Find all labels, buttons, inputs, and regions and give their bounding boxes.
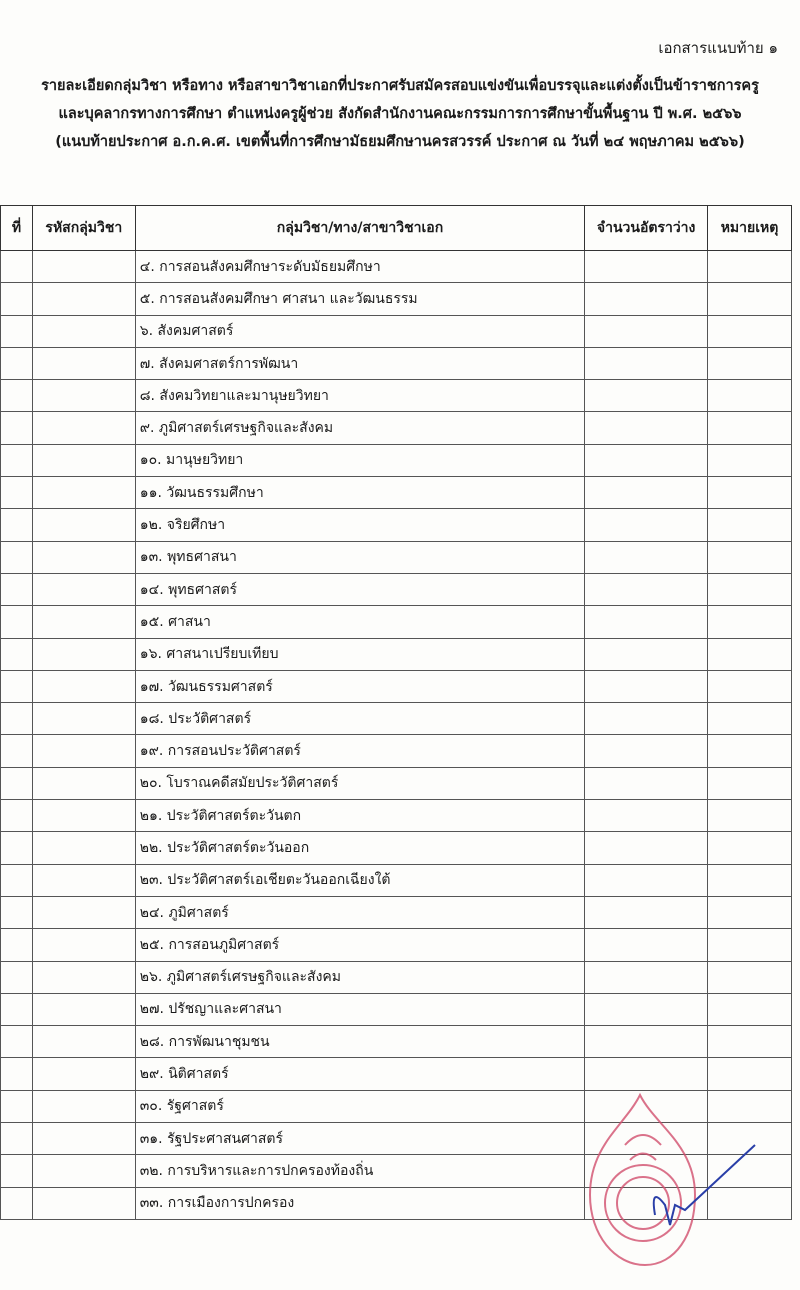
table-row: [1, 735, 792, 767]
table-row: [1, 315, 792, 347]
table-row: [1, 251, 792, 283]
cell-vacancies: [585, 347, 708, 379]
table-row: [1, 541, 792, 573]
cell-no: [1, 1187, 33, 1219]
cell-no: [1, 573, 33, 605]
cell-vacancies: [585, 477, 708, 509]
cell-remarks: [708, 315, 792, 347]
cell-subject: ๓๑. รัฐประศาสนศาสตร์: [135, 1123, 585, 1155]
cell-subject: ๘. สังคมวิทยาและมานุษยวิทยา: [135, 380, 585, 412]
cell-vacancies: [585, 606, 708, 638]
cell-no: [1, 606, 33, 638]
cell-remarks: [708, 961, 792, 993]
cell-no: [1, 509, 33, 541]
cell-no: [1, 735, 33, 767]
cell-vacancies: [585, 380, 708, 412]
cell-code: [32, 251, 135, 283]
cell-subject: ๑๗. วัฒนธรรมศาสตร์: [135, 670, 585, 702]
cell-subject: ๔. การสอนสังคมศึกษาระดับมัธยมศึกษา: [135, 251, 585, 283]
header-remarks: หมายเหตุ: [708, 206, 792, 251]
table-row: [1, 670, 792, 702]
cell-code: [32, 638, 135, 670]
cell-subject: ๓๐. รัฐศาสตร์: [135, 1090, 585, 1122]
cell-vacancies: [585, 896, 708, 928]
cell-no: [1, 864, 33, 896]
cell-code: [32, 864, 135, 896]
cell-code: [32, 347, 135, 379]
table-row: [1, 477, 792, 509]
cell-remarks: [708, 864, 792, 896]
cell-remarks: [708, 380, 792, 412]
cell-vacancies: [585, 315, 708, 347]
subject-table: [0, 205, 792, 1220]
cell-code: [32, 1187, 135, 1219]
cell-vacancies: [585, 703, 708, 735]
cell-vacancies: [585, 573, 708, 605]
cell-subject: ๒๕. การสอนภูมิศาสตร์: [135, 929, 585, 961]
cell-no: [1, 541, 33, 573]
cell-vacancies: [585, 283, 708, 315]
cell-code: [32, 735, 135, 767]
table-row: [1, 961, 792, 993]
cell-subject: ๑๔. พุทธศาสตร์: [135, 573, 585, 605]
cell-code: [32, 896, 135, 928]
cell-remarks: [708, 670, 792, 702]
official-seal: [555, 1085, 775, 1285]
cell-remarks: [708, 735, 792, 767]
cell-no: [1, 380, 33, 412]
cell-subject: ๑๘. ประวัติศาสตร์: [135, 703, 585, 735]
cell-subject: ๑๒. จริยศึกษา: [135, 509, 585, 541]
cell-code: [32, 380, 135, 412]
cell-vacancies: [585, 251, 708, 283]
cell-vacancies: [585, 444, 708, 476]
cell-remarks: [708, 573, 792, 605]
cell-code: [32, 832, 135, 864]
cell-code: [32, 1026, 135, 1058]
cell-code: [32, 412, 135, 444]
table-row: [1, 283, 792, 315]
cell-vacancies: [585, 670, 708, 702]
cell-code: [32, 767, 135, 799]
table-row: [1, 832, 792, 864]
signature: [654, 1145, 755, 1225]
table-row: [1, 638, 792, 670]
cell-no: [1, 1058, 33, 1090]
cell-subject: ๓๒. การบริหารและการปกครองท้องถิ่น: [135, 1155, 585, 1187]
cell-subject: ๙. ภูมิศาสตร์เศรษฐกิจและสังคม: [135, 412, 585, 444]
cell-remarks: [708, 993, 792, 1025]
cell-vacancies: [585, 1026, 708, 1058]
cell-subject: ๑๕. ศาสนา: [135, 606, 585, 638]
cell-code: [32, 1058, 135, 1090]
cell-no: [1, 929, 33, 961]
cell-vacancies: [585, 800, 708, 832]
cell-remarks: [708, 638, 792, 670]
cell-code: [32, 993, 135, 1025]
cell-remarks: [708, 283, 792, 315]
cell-no: [1, 444, 33, 476]
cell-subject: ๒๖. ภูมิศาสตร์เศรษฐกิจและสังคม: [135, 961, 585, 993]
cell-no: [1, 477, 33, 509]
cell-subject: ๖. สังคมศาสตร์: [135, 315, 585, 347]
table-row: [1, 929, 792, 961]
cell-subject: ๗. สังคมศาสตร์การพัฒนา: [135, 347, 585, 379]
cell-code: [32, 283, 135, 315]
cell-no: [1, 961, 33, 993]
table-row: [1, 1026, 792, 1058]
cell-code: [32, 477, 135, 509]
annex-label: เอกสารแนบท้าย ๑: [658, 39, 778, 57]
table-row: [1, 606, 792, 638]
table-row: [1, 767, 792, 799]
cell-subject: ๒๗. ปรัชญาและศาสนา: [135, 993, 585, 1025]
cell-vacancies: [585, 961, 708, 993]
table-row: [1, 864, 792, 896]
cell-no: [1, 315, 33, 347]
cell-subject: ๒๘. การพัฒนาชุมชน: [135, 1026, 585, 1058]
cell-vacancies: [585, 929, 708, 961]
cell-vacancies: [585, 832, 708, 864]
cell-remarks: [708, 896, 792, 928]
title-line-3: (แนบท้ายประกาศ อ.ก.ค.ศ. เขตพื้นที่การศึกษามัธยมศึกษานครสวรรค์ ประกาศ ณ วันที่ ๒๔ พฤษภาคม ๒๕๖๖): [55, 134, 745, 150]
table-row: [1, 993, 792, 1025]
cell-subject: ๒๒. ประวัติศาสตร์ตะวันออก: [135, 832, 585, 864]
cell-no: [1, 670, 33, 702]
cell-remarks: [708, 347, 792, 379]
cell-code: [32, 703, 135, 735]
cell-remarks: [708, 251, 792, 283]
cell-remarks: [708, 1026, 792, 1058]
cell-subject: ๒๓. ประวัติศาสตร์เอเชียตะวันออกเฉียงใต้: [135, 864, 585, 896]
cell-no: [1, 412, 33, 444]
cell-remarks: [708, 444, 792, 476]
table-row: [1, 347, 792, 379]
cell-subject: ๕. การสอนสังคมศึกษา ศาสนา และวัฒนธรรม: [135, 283, 585, 315]
cell-code: [32, 541, 135, 573]
cell-code: [32, 573, 135, 605]
cell-no: [1, 347, 33, 379]
cell-remarks: [708, 703, 792, 735]
header-vacancies: จำนวนอัตราว่าง: [585, 206, 708, 251]
cell-vacancies: [585, 864, 708, 896]
cell-code: [32, 1090, 135, 1122]
header-subject: กลุ่มวิชา/ทาง/สาขาวิชาเอก: [135, 206, 585, 251]
table-row: [1, 444, 792, 476]
cell-no: [1, 1155, 33, 1187]
cell-subject: ๑๓. พุทธศาสนา: [135, 541, 585, 573]
cell-code: [32, 606, 135, 638]
table-row: [1, 800, 792, 832]
document-title: [0, 72, 800, 156]
cell-no: [1, 703, 33, 735]
cell-subject: ๒๐. โบราณคดีสมัยประวัติศาสตร์: [135, 767, 585, 799]
cell-subject: ๒๔. ภูมิศาสตร์: [135, 896, 585, 928]
cell-code: [32, 961, 135, 993]
cell-no: [1, 767, 33, 799]
cell-code: [32, 670, 135, 702]
cell-no: [1, 638, 33, 670]
cell-remarks: [708, 509, 792, 541]
cell-no: [1, 1123, 33, 1155]
cell-subject: ๑๐. มานุษยวิทยา: [135, 444, 585, 476]
cell-remarks: [708, 929, 792, 961]
cell-remarks: [708, 832, 792, 864]
table-row: [1, 703, 792, 735]
cell-subject: ๑๙. การสอนประวัติศาสตร์: [135, 735, 585, 767]
cell-code: [32, 800, 135, 832]
table-row: [1, 412, 792, 444]
cell-remarks: [708, 606, 792, 638]
cell-vacancies: [585, 638, 708, 670]
cell-code: [32, 315, 135, 347]
cell-no: [1, 1026, 33, 1058]
cell-no: [1, 993, 33, 1025]
cell-subject: ๒๑. ประวัติศาสตร์ตะวันตก: [135, 800, 585, 832]
cell-no: [1, 832, 33, 864]
cell-vacancies: [585, 735, 708, 767]
cell-subject: ๑๑. วัฒนธรรมศึกษา: [135, 477, 585, 509]
title-line-2: และบุคลากรทางการศึกษา ตำแหน่งครูผู้ช่วย สังกัดสำนักงานคณะกรรมการการศึกษาขั้นพื้นฐาน ปี พ.ศ. ๒๕๖๖: [58, 106, 742, 122]
cell-remarks: [708, 767, 792, 799]
cell-vacancies: [585, 509, 708, 541]
table-row: [1, 896, 792, 928]
cell-subject: ๑๖. ศาสนาเปรียบเทียบ: [135, 638, 585, 670]
cell-remarks: [708, 541, 792, 573]
table-row: [1, 509, 792, 541]
cell-no: [1, 896, 33, 928]
cell-remarks: [708, 412, 792, 444]
table-row: [1, 573, 792, 605]
cell-code: [32, 1123, 135, 1155]
cell-code: [32, 1155, 135, 1187]
cell-vacancies: [585, 767, 708, 799]
cell-no: [1, 1090, 33, 1122]
cell-subject: ๓๓. การเมืองการปกครอง: [135, 1187, 585, 1219]
title-line-1: รายละเอียดกลุ่มวิชา หรือทาง หรือสาขาวิชาเอกที่ประกาศรับสมัครสอบแข่งขันเพื่อบรรจุและแต่งตั้งเป็นข้าราชการครู: [41, 78, 759, 94]
cell-subject: ๒๙. นิติศาสตร์: [135, 1058, 585, 1090]
cell-vacancies: [585, 412, 708, 444]
table-row: [1, 380, 792, 412]
cell-no: [1, 251, 33, 283]
cell-remarks: [708, 477, 792, 509]
cell-vacancies: [585, 993, 708, 1025]
header-code: รหัสกลุ่มวิชา: [32, 206, 135, 251]
cell-no: [1, 800, 33, 832]
cell-vacancies: [585, 541, 708, 573]
cell-remarks: [708, 800, 792, 832]
header-no: ที่: [1, 206, 33, 251]
cell-code: [32, 929, 135, 961]
cell-code: [32, 444, 135, 476]
cell-code: [32, 509, 135, 541]
cell-no: [1, 283, 33, 315]
